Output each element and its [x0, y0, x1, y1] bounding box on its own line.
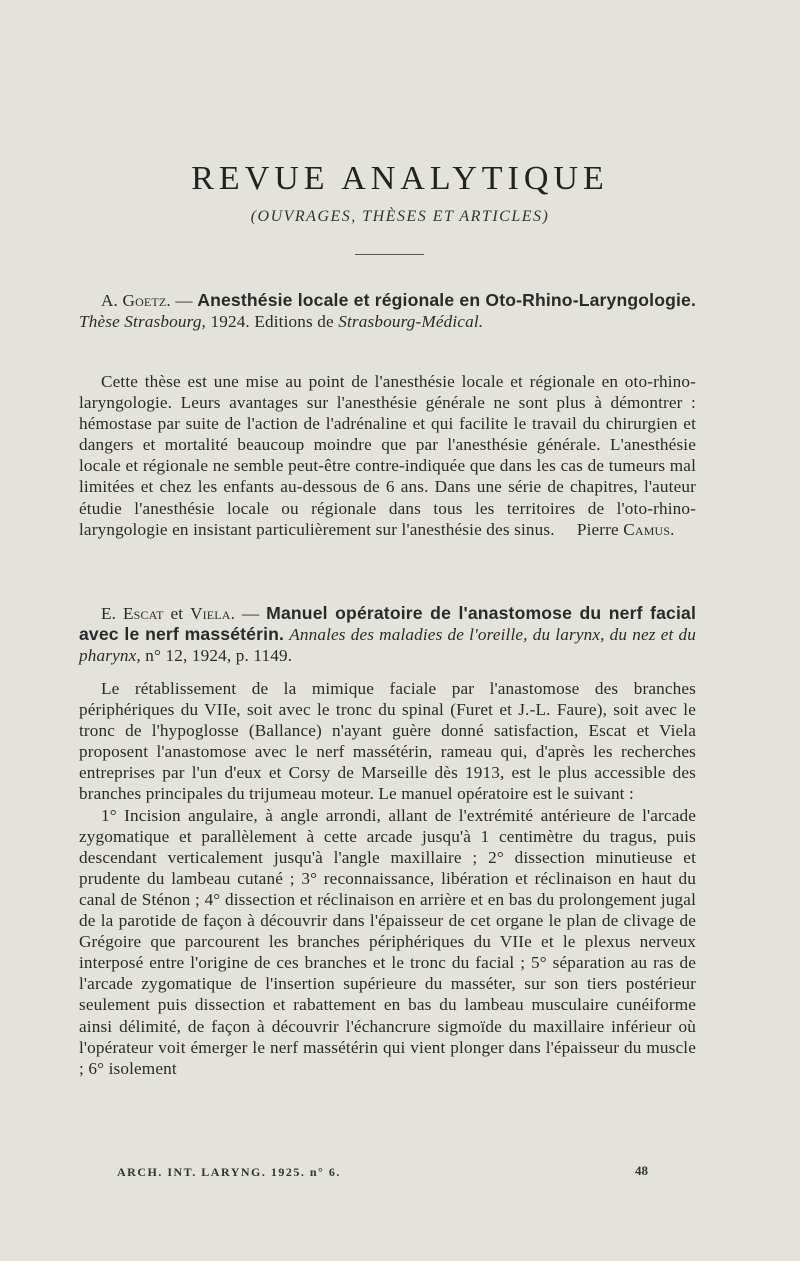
page-number: 48	[635, 1163, 648, 1178]
divider	[355, 254, 424, 255]
review1-publisher: Strasbourg-Médical.	[338, 312, 484, 332]
review1-source: Thèse Strasbourg,	[79, 312, 207, 332]
review1-signature-last: Camus.	[623, 519, 675, 539]
review1-source-detail: 1924. Editions de	[206, 312, 339, 332]
review2-et: et	[163, 604, 191, 623]
review2-author2: Viela.	[190, 604, 236, 623]
review2-dash: —	[235, 604, 267, 623]
review2-issue: n° 12, 1924, p. 1149.	[140, 646, 293, 666]
review1-author: A. Goetz.	[101, 291, 171, 310]
section-title: REVUE ANALYTIQUE	[191, 160, 609, 197]
review2-journal: Annales des maladies de l'oreille, du larynx, du nez et du pharynx,	[79, 625, 696, 666]
review2-title: Manuel opératoire de l'anastomose du nerf facial avec le nerf massétérin.	[79, 603, 696, 645]
review1-text: Cette thèse est une mise au point de l'anesthésie locale et régionale en oto-rhino-laryngologie. Leurs avantages sur l'anesthésie générale ne sont plus à démontrer : hémostase par suite de l'action de l'adrénaline et qui facilite le travail du chirurgien et dangers et mortalité beaucoup moindre que par l'anesthésie générale. L'anesthésie locale et régionale ne semble peut-être contre-indiquée que dans les cas de tumeurs mal limitées et chez les enfants au-dessous de 6 ans. Dans une série de chapitres, l'auteur étudie l'anesthésie locale ou régionale dans tous les territoires de l'oto-rhino-laryngologie en insistant particulièrement sur l'anesthésie des sinus.	[79, 372, 696, 539]
review1-signature-first: Pierre	[576, 519, 624, 539]
review2-paragraph-1: Le rétablissement de la mimique faciale par l'anastomose des branches périphériques du VIIe, soit avec le tronc du spinal (Furet et J.-L. Faure), soit avec le tronc de l'hypoglosse (Ballance) n'ayant guère donné satisfaction, Escat et Viela proposent l'anastomose avec le nerf massétérin, rameau qui, d'après les recherches entreprises par l'un d'eux et Corsy de Marseille dès 1913, est le plus accessible des branches principales du trijumeau moteur. Le manuel opératoire est le suivant :	[79, 679, 696, 804]
review1-title: Anesthésie locale et régionale en Oto-Rhino-Laryngologie.	[197, 290, 696, 310]
review1-reference	[79, 290, 696, 332]
section-subtitle: (OUVRAGES, THÈSES ET ARTICLES)	[250, 208, 550, 225]
review2-paragraph-2: 1° Incision angulaire, à angle arrondi, allant de l'extrémité antérieure de l'arcade zygomatique et parallèlement à cette arcade jusqu'à 1 centimètre du tragus, puis descendant verticalement jusqu'à l'angle maxillaire ; 2° dissection minutieuse et prudente du lambeau cutané ; 3° reconnaissance, libération et réclinaison en haut du canal de Sténon ; 4° dissection et réclinaison en arrière et en bas du prolongement jugal de la parotide de façon à découvrir dans l'épaisseur de cet organe le plan de clivage de Grégoire que parcourent les branches périphériques du VIIe et le plexus nerveux interposé entre l'origine de ces branches et le tronc du facial ; 5° séparation au ras de l'arcade zygomatique de l'insertion supérieure du masséter, sur son tiers postérieur seulement puis dissection et rabattement en bas du lambeau musculaire cunéiforme ainsi délimité, de façon à découvrir l'échancrure sigmoïde du maxillaire inférieur où l'opérateur voit émerger le nerf massétérin qui vient plonger dans l'épaisseur du muscle ; 6° isolement	[79, 805, 696, 1078]
review2-reference	[79, 603, 696, 666]
review2-body	[79, 678, 696, 1079]
review2-author1: E. Escat	[101, 604, 164, 623]
journal-citation: ARCH. INT. LARYNG. 1925. n° 6.	[117, 1165, 341, 1179]
review1-body	[79, 371, 696, 540]
review1-dash: —	[170, 291, 198, 310]
